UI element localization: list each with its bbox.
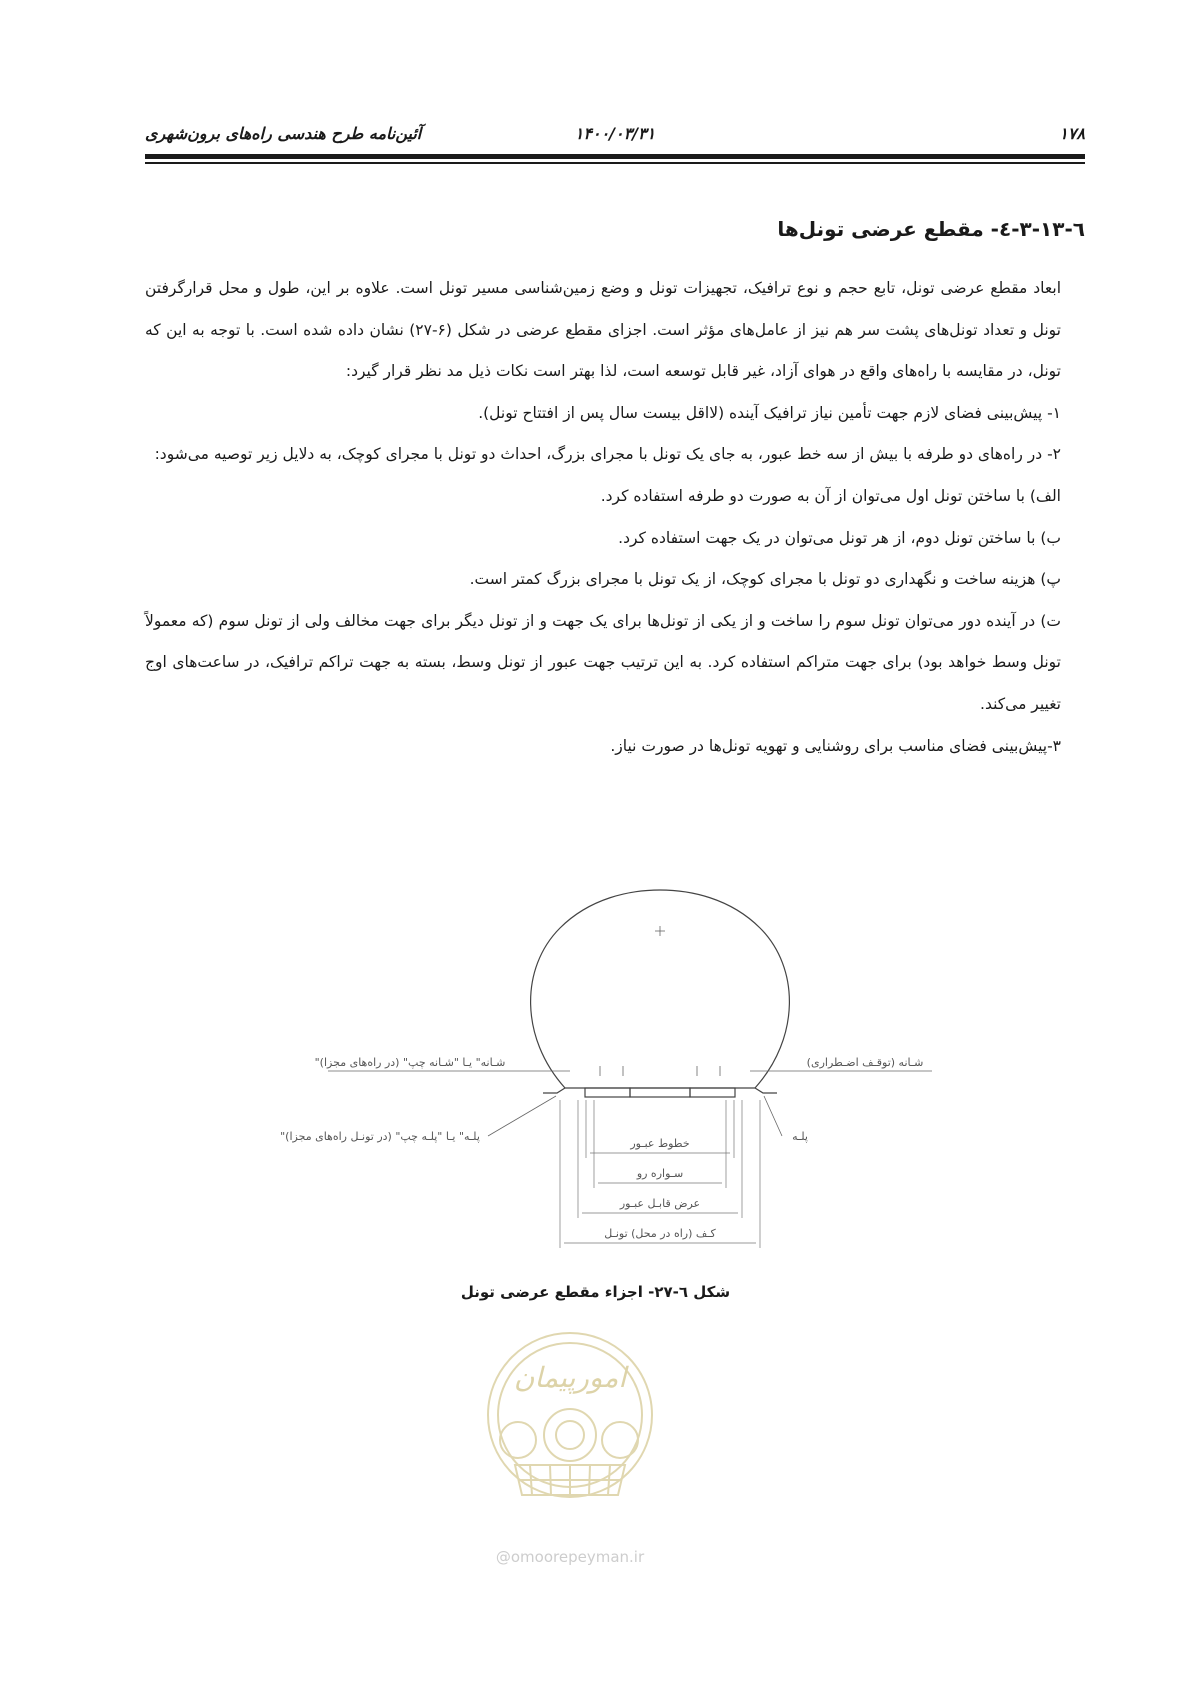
header-rule-thin — [145, 162, 1085, 164]
label-floor: کـف (راه در محل) تونـل — [604, 1227, 716, 1240]
right-step-curve — [755, 1088, 777, 1093]
label-step-right: پلـه — [792, 1130, 808, 1143]
body-text — [145, 268, 1085, 767]
label-passable-width: عرض قابـل عبـور — [619, 1197, 701, 1210]
list-item-3: ۳-پیش‌بینی فضای مناسب برای روشنایی و تهویه تونل‌ها در صورت نیاز. — [610, 736, 1061, 755]
section-title: ٦-١٣-٣-٤- مقطع عرضی تونل‌ها — [777, 217, 1085, 241]
label-lanes: خطوط عبـور — [630, 1137, 690, 1150]
gear-icon — [602, 1422, 638, 1458]
lane-slab-mid — [630, 1088, 690, 1097]
list-item-2: ۲- در راه‌های دو طرفه با بیش از سه خط عبور، به جای یک تونل با مجرای بزرگ، احداث دو تونل با مجرای کوچک، به دلایل زیر توصیه می‌شود: — [154, 445, 1061, 464]
list-item-2b: ب) با ساختن تونل دوم، از هر تونل می‌توان در یک جهت استفاده کرد. — [618, 528, 1061, 547]
list-item-2d: ت) در آینده دور می‌توان تونل سوم را ساخت و از یکی از تونل‌ها برای یک جهت و از تونل دیگر برای جهت مخالف ولی از تونل سوم (که معمولاً تونل وسط خواهد بود) برای جهت متراکم استفاده کرد. به این ترتیب جهت عبور از تونل وسط، بسته به جهت تراکم ترافیک، در ساعت‌های اوج تغییر می‌کند. — [145, 611, 1061, 713]
label-step-left: "پلـه" یـا "پلـه چپ" (در تونـل راه‌های مجزا) — [280, 1130, 480, 1143]
list-item-1: ۱- پیش‌بینی فضای لازم جهت تأمین نیاز ترافیک آینده (لااقل بیست سال پس از افتتاح تونل). — [478, 403, 1061, 422]
paragraph-intro: ابعاد مقطع عرضی تونل، تابع حجم و نوع ترافیک، تجهیزات تونل و وضع زمین‌شناسی مسیر تونل است. علاوه بر این، طول و محل قرارگرفتن تونل و تعداد تونل‌های پشت سر هم نیز از عامل‌های مؤثر است. اجزای مقطع عرضی در شکل (۶-۲۷) نشان داده شده است. با توجه به این که تونل، در مقایسه با راه‌های واقع در هوای آزاد، غیر قابل توسعه است، لذا بهتر است نکات ذیل مد نظر قرار گیرد: — [145, 279, 1061, 381]
watermark-logo-text: امورپیمان — [513, 1361, 627, 1394]
page-number: ۱۷۸ — [1059, 124, 1085, 143]
list-item-2a: الف) با ساختن تونل اول می‌توان از آن به صورت دو طرفه استفاده کرد. — [600, 486, 1061, 505]
left-step-curve — [543, 1088, 565, 1093]
watermark-url: @omoorepeyman.ir — [495, 1548, 645, 1566]
label-carriageway: سـواره رو — [636, 1167, 684, 1180]
list-item-2c: پ) هزینه ساخت و نگهداری دو تونل با مجرای کوچک، از یک تونل با مجرای بزرگ کمتر است. — [469, 570, 1061, 589]
gear-icon — [544, 1409, 596, 1461]
label-shoulder-left: "شـانه" یـا "شـانه چپ" (در راه‌های مجزا) — [314, 1056, 506, 1069]
figure-caption: شکل ٦-٢٧- اجزاء مقطع عرضی تونل — [460, 1283, 731, 1301]
page-header — [145, 124, 1085, 154]
scales-icon — [500, 1422, 536, 1458]
tunnel-arch — [531, 890, 790, 1088]
book-title: آئین‌نامه طرح هندسی راه‌های برون‌شهری — [145, 124, 422, 143]
header-date: ۱۴۰۰/۰۳/۳۱ — [574, 124, 656, 143]
lane-slab-right — [690, 1088, 735, 1097]
lane-slab-left — [585, 1088, 630, 1097]
header-rule-thick — [145, 154, 1085, 159]
tunnel-cross-section-diagram — [260, 888, 960, 1258]
label-shoulder-right: شـانه (توقـف اضـطراری) — [806, 1056, 924, 1069]
watermark-seal — [480, 1325, 660, 1545]
